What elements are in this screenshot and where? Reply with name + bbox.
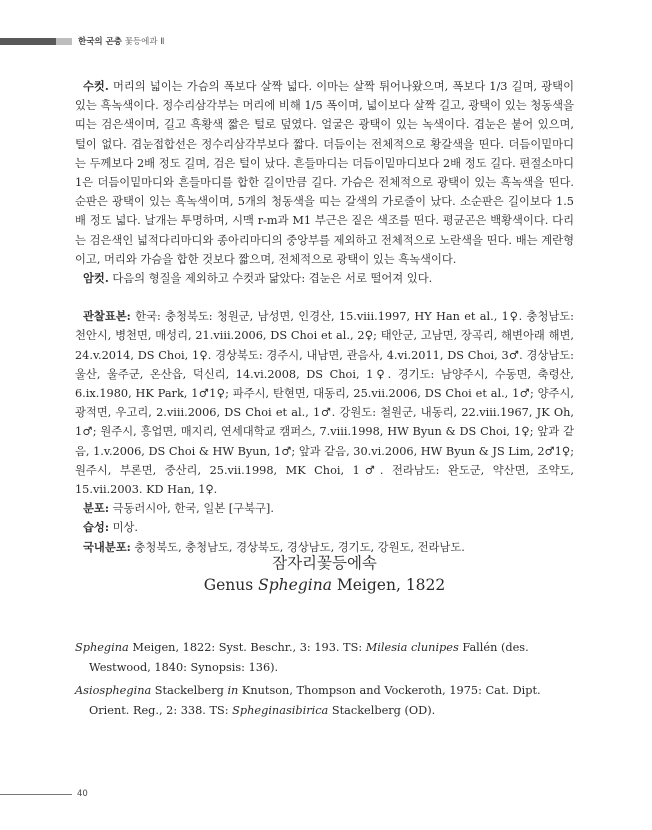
species-description — [75, 77, 574, 557]
synonymy-entry — [75, 681, 574, 720]
synonymy-entry — [75, 638, 574, 677]
distribution-label: 분포: — [83, 501, 109, 516]
genus-author-year: Meigen, 1822 — [331, 576, 446, 594]
distribution — [75, 499, 574, 518]
type-species-name: Spheginasibirica — [232, 703, 329, 717]
male-text: 머리의 넓이는 가슴의 폭보다 살짝 넓다. 이마는 살짝 튀어나왔으며, 폭보다 1/3 길며, 광택이 있는 흑녹색이다. 정수리삼각부는 머리에 비해 1/5 폭이며, 넓이보다 살짝 길고, 광택이 있는 청동색을 띠는 검은색이며, 길고 흑황색 짧은 털로 덮였다. 얼굴은 광택이 있는 녹색이다. 겹눈은 붙어 있으며, 털이 없다. 겹눈접합선은 정수리삼각부보다 짧다. 더듬이는 전체적으로 황갈색을 띤다. 더듬이밑마디는 두께보다 2배 정도 길며, 검은 털이 났다. 흔들마디는 더듬이밑마디보다 2배 정도 길다. 편절소마디 1은 더듬이밑마디와 흔들마디를 합한 길이만큼 길다. 가슴은 전체적으로 광택이 있는 흑녹색을 띤다. 순판은 광택이 있는 흑녹색이며, 5개의 청동색을 띠는 갈색의 가로줄이 났다. 소순판은 길이보다 1.5배 정도 넓다. 날개는 투명하며, 시맥 r-m과 M1 부근은 짙은 색조를 띤다. 평균곤은 백황색이다. 다리는 검은색인 넓적다리마디와 종아리마디의 중앙부를 제외하고 전체적으로 노란색을 띤다. 배는 계란형이고, 머리와 가슴을 합한 것보다 짧으며, 전체적으로 광택이 있는 흑녹색이다. — [75, 80, 574, 266]
male-label: 수컷. — [83, 79, 109, 93]
synonym-citation: Knutson, Thompson and Vockeroth, 1975: Cat. Dipt. Orient. Reg., 2: 338. TS: — [89, 684, 541, 717]
synonym-name: Asiosphegina — [75, 684, 152, 697]
type-species-name: Milesia clunipes — [365, 641, 459, 654]
biology-text: 미상. — [109, 521, 139, 535]
biology — [75, 518, 574, 537]
synonym-author: Stackelberg — [151, 684, 228, 697]
domestic-text: 충청북도, 충청남도, 경상북도, 경상남도, 경기도, 강원도, 전라남도. — [130, 540, 465, 554]
specimens-text: 한국: 충청북도: 청원군, 남성면, 인경산, 15.viii.1997, HY Han et al., 1♀. 충청남도: 천안시, 병천면, 매성리, 21.viii.2006, DS Choi et al., 2♀; 태안군, 고남면, 장곡리, 해변아래 해변, 24.v.2014, DS Choi, 1♀. 경상북도: 경주시, 내남면, 관음사, 4.vi.2011, DS Choi, 3♂. 경상남도: 울산, 울주군, 온산읍, 덕신리, 14.vi.2008, DS Choi, 1♀. 경기도: 남양주시, 수동면, 축령산, 6.ix.1980, HK Park, 1♂1♀; 파주시, 탄현면, 대동리, 25.vii.2006, DS Choi et al., 1♂; 양주시, 광적면, 우고리, 2.viii.2006, DS Choi et al., 1♂. 강원도: 철원군, 내동리, 22.viii.1967, JK Oh, 1♂; 원주시, 흥업면, 매지리, 연세대학교 캠퍼스, 7.viii.1998, HW Byun & DS Choi, 1♀; 앞과 같음, 1.v.2006, DS Choi & HW Byun, 1♂; 앞과 같음, 30.vi.2006, HW Byun & JS Lim, 2♂1♀; 원주시, 부론면, 중산리, 25.vii.1998, MK Choi, 1♂. 전라남도: 완도군, 약산면, 조약도, 15.vii.2003. KD Han, 1♀. — [75, 310, 574, 497]
specimens-label: 관찰표본: — [83, 309, 131, 324]
header-bar-light — [56, 38, 72, 45]
synonym-designation: Fallén (des. Westwood, 1840: Synopsis: 136). — [89, 641, 529, 674]
paragraph-gap — [75, 288, 574, 307]
page-number: 40 — [77, 789, 88, 799]
footer-rule — [0, 794, 72, 795]
male-description — [75, 77, 574, 269]
synonym-designation: Stackelberg (OD). — [328, 703, 436, 717]
distribution-text: 극동러시아, 한국, 일본 [구북구]. — [109, 502, 274, 516]
female-label: 암컷. — [83, 271, 109, 286]
genus-name: Sphegina — [258, 576, 332, 594]
synonym-citation: Meigen, 1822: Syst. Beschr., 3: 193. TS: — [128, 641, 366, 654]
synonym-name: Sphegina — [75, 641, 129, 654]
domestic-label: 국내분포: — [83, 539, 131, 554]
biology-label: 습성: — [83, 520, 109, 535]
material-examined — [75, 307, 574, 499]
female-description — [75, 269, 574, 288]
book-title: 한국의 곤충 — [78, 37, 123, 47]
genus-word: Genus — [203, 576, 259, 594]
female-text: 다음의 형질을 제외하고 수컷과 닮았다: 겹눈은 서로 떨어져 있다. — [108, 272, 433, 286]
genus-scientific-name — [75, 575, 574, 595]
genus-heading — [75, 553, 574, 595]
genus-korean-name: 잠자리꽃등에속 — [272, 554, 377, 572]
synonymy-list — [75, 638, 574, 724]
running-header — [78, 35, 164, 47]
header-bar-dark — [0, 38, 56, 45]
book-subtitle: 꽃등에과 Ⅱ — [124, 37, 165, 47]
synonym-in-word: in — [227, 684, 239, 697]
